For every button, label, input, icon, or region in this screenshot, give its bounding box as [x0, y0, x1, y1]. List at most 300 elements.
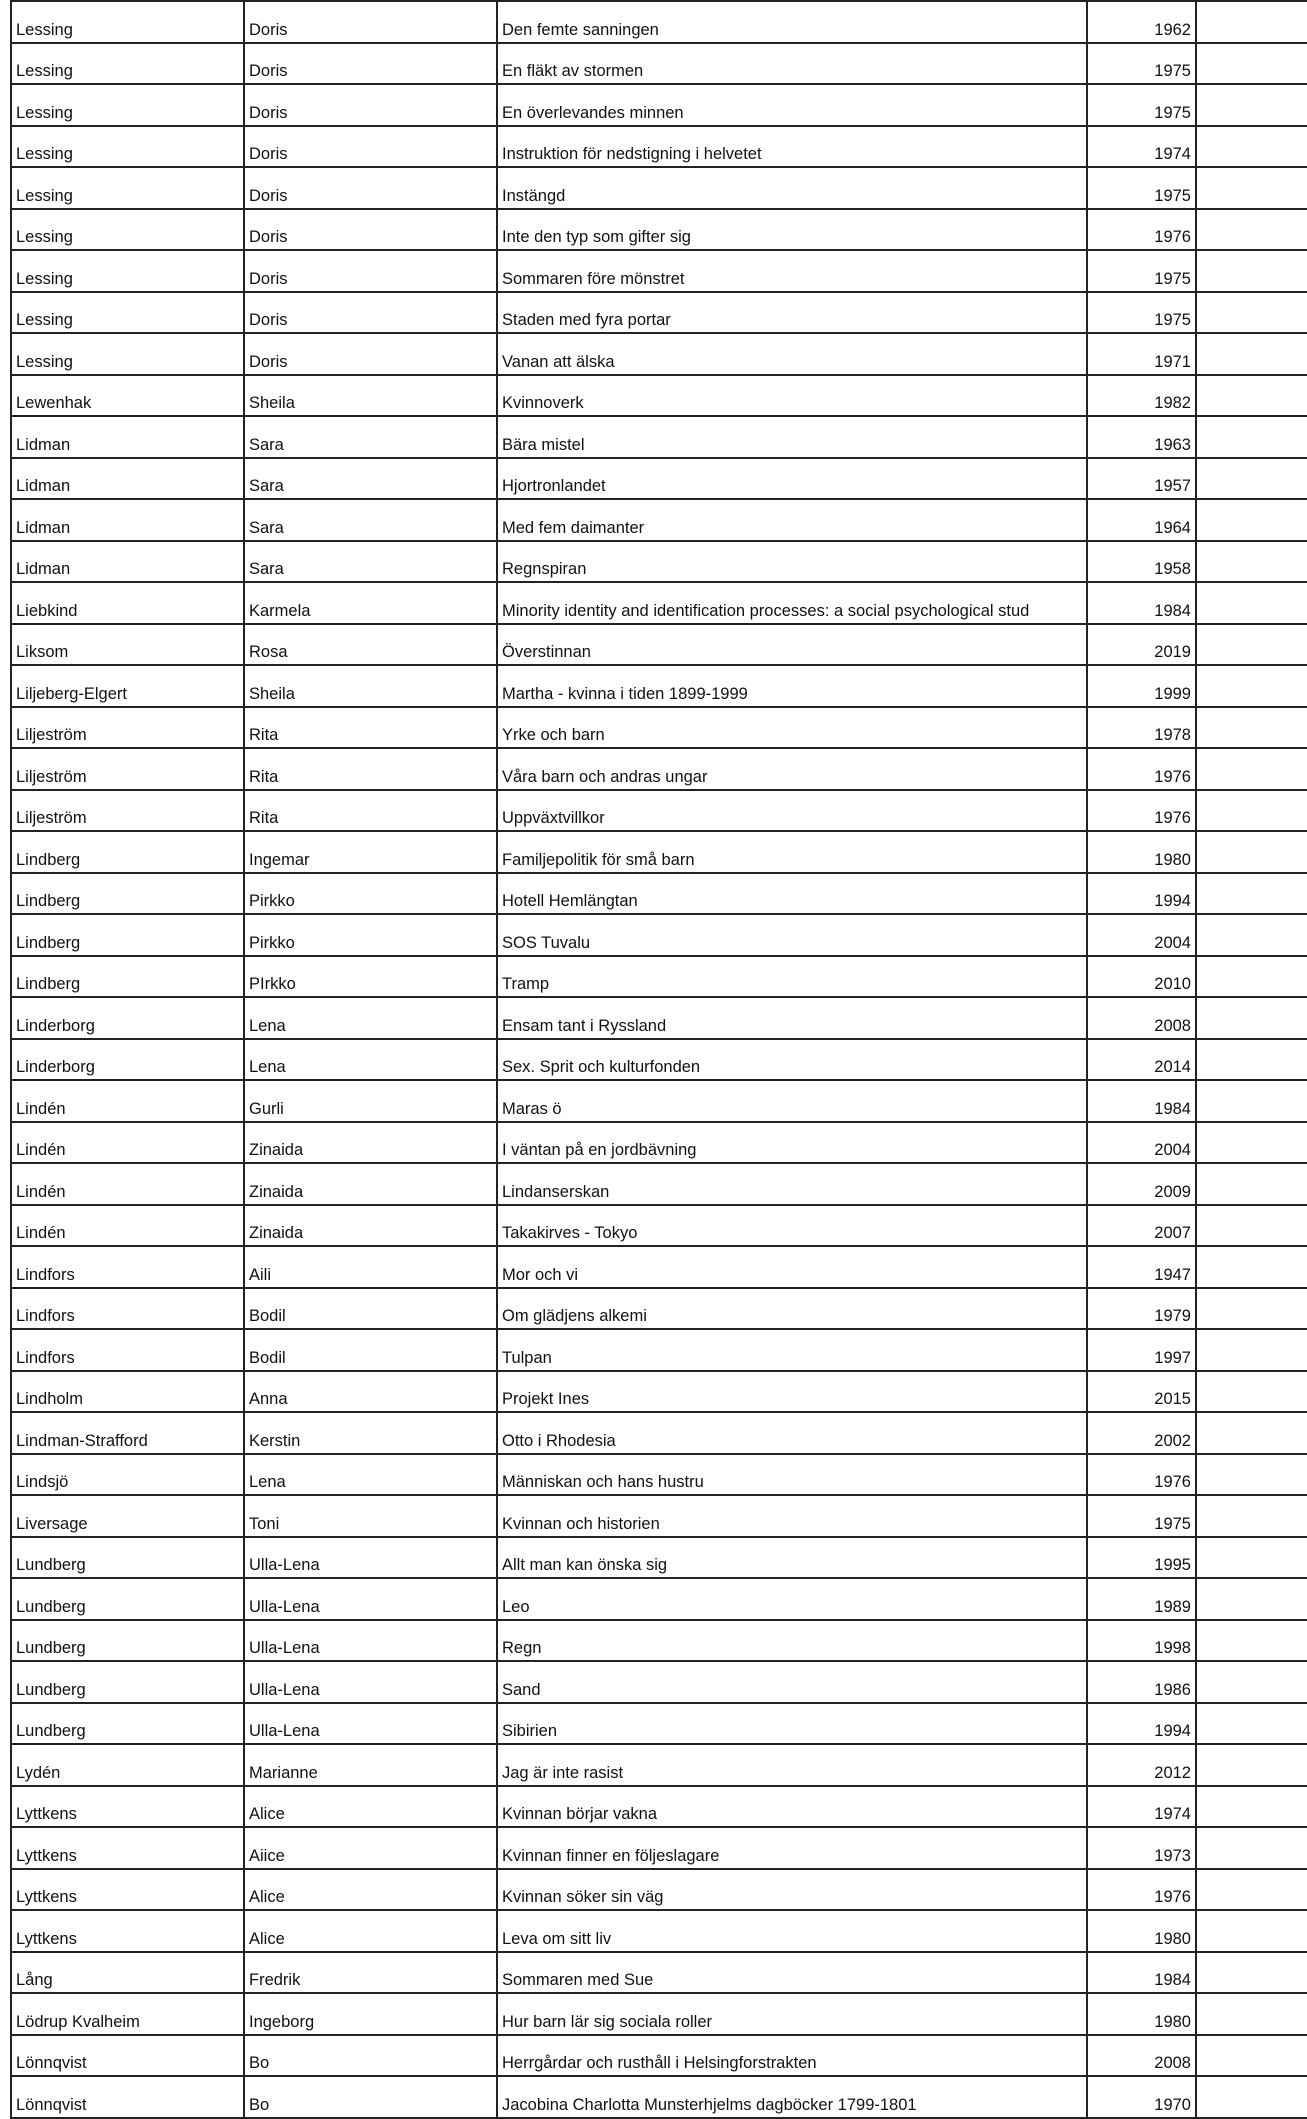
cell-first-name[interactable]: Gurli [244, 1080, 497, 1122]
table-row [11, 1, 1307, 43]
cell-first-name[interactable]: Sheila [244, 375, 497, 417]
cell-empty[interactable] [1196, 541, 1307, 583]
cell-title[interactable]: Kvinnan söker sin väg [497, 1869, 1087, 1911]
table-row [11, 1205, 1307, 1247]
cell-first-name[interactable]: Ulla-Lena [244, 1703, 497, 1745]
cell-title[interactable]: En överlevandes minnen [497, 84, 1087, 126]
table-row [11, 167, 1307, 209]
cell-last-name[interactable]: Lidman [11, 458, 244, 500]
cell-year[interactable]: 1958 [1087, 541, 1196, 583]
cell-year[interactable]: 2019 [1087, 624, 1196, 666]
table-row [11, 1620, 1307, 1662]
cell-year[interactable]: 1994 [1087, 1703, 1196, 1745]
cell-empty[interactable] [1196, 1537, 1307, 1579]
cell-empty[interactable] [1196, 292, 1307, 334]
cell-empty[interactable] [1196, 1661, 1307, 1703]
cell-last-name[interactable]: Lessing [11, 250, 244, 292]
cell-first-name[interactable]: Doris [244, 250, 497, 292]
cell-first-name[interactable]: Bodil [244, 1329, 497, 1371]
table-row [11, 914, 1307, 956]
cell-year[interactable]: 1962 [1087, 1, 1196, 43]
table-row [11, 665, 1307, 707]
cell-first-name[interactable]: Lena [244, 997, 497, 1039]
cell-title[interactable]: Lindanserskan [497, 1163, 1087, 1205]
cell-last-name[interactable]: Lundberg [11, 1537, 244, 1579]
cell-first-name[interactable]: Rita [244, 707, 497, 749]
cell-empty[interactable] [1196, 1495, 1307, 1537]
cell-empty[interactable] [1196, 1080, 1307, 1122]
cell-year[interactable]: 1980 [1087, 831, 1196, 873]
cell-first-name[interactable]: Alice [244, 1910, 497, 1952]
cell-year[interactable]: 2004 [1087, 1122, 1196, 1164]
cell-empty[interactable] [1196, 333, 1307, 375]
cell-empty[interactable] [1196, 956, 1307, 998]
cell-year[interactable]: 2002 [1087, 1412, 1196, 1454]
cell-last-name[interactable]: Lessing [11, 292, 244, 334]
table-row [11, 1661, 1307, 1703]
cell-year[interactable]: 1975 [1087, 43, 1196, 85]
cell-title[interactable]: Allt man kan önska sig [497, 1537, 1087, 1579]
cell-last-name[interactable]: Lundberg [11, 1661, 244, 1703]
cell-last-name[interactable]: Lundberg [11, 1578, 244, 1620]
cell-title[interactable]: Vanan att älska [497, 333, 1087, 375]
cell-last-name[interactable]: Lindfors [11, 1329, 244, 1371]
cell-last-name[interactable]: Lessing [11, 126, 244, 168]
cell-last-name[interactable]: Lessing [11, 84, 244, 126]
cell-first-name[interactable]: Ulla-Lena [244, 1537, 497, 1579]
cell-title[interactable]: Sommaren med Sue [497, 1952, 1087, 1994]
cell-empty[interactable] [1196, 2035, 1307, 2077]
cell-first-name[interactable]: Anna [244, 1371, 497, 1413]
cell-year[interactable]: 2014 [1087, 1039, 1196, 1081]
cell-empty[interactable] [1196, 209, 1307, 251]
cell-empty[interactable] [1196, 997, 1307, 1039]
cell-first-name[interactable]: Lena [244, 1039, 497, 1081]
cell-title[interactable]: Den femte sanningen [497, 1, 1087, 43]
table-row [11, 84, 1307, 126]
cell-title[interactable]: Kvinnan och historien [497, 1495, 1087, 1537]
cell-title[interactable]: En fläkt av stormen [497, 43, 1087, 85]
cell-year[interactable]: 1982 [1087, 375, 1196, 417]
cell-empty[interactable] [1196, 624, 1307, 666]
cell-first-name[interactable]: Pirkko [244, 873, 497, 915]
cell-first-name[interactable]: Rita [244, 748, 497, 790]
cell-first-name[interactable]: Sara [244, 499, 497, 541]
cell-last-name[interactable]: Lyttkens [11, 1869, 244, 1911]
cell-title[interactable]: Familjepolitik för små barn [497, 831, 1087, 873]
table-row [11, 1786, 1307, 1828]
table-row [11, 1080, 1307, 1122]
cell-title[interactable]: Hotell Hemlängtan [497, 873, 1087, 915]
table-row [11, 43, 1307, 85]
table-row [11, 1039, 1307, 1081]
cell-title[interactable]: Överstinnan [497, 624, 1087, 666]
cell-last-name[interactable]: Liljeberg-Elgert [11, 665, 244, 707]
cell-first-name[interactable]: Sara [244, 416, 497, 458]
cell-last-name[interactable]: Lönnqvist [11, 2076, 244, 2118]
cell-year[interactable]: 1976 [1087, 748, 1196, 790]
cell-last-name[interactable]: Lidman [11, 416, 244, 458]
table-row [11, 375, 1307, 417]
cell-last-name[interactable]: Lundberg [11, 1703, 244, 1745]
cell-title[interactable]: Martha - kvinna i tiden 1899-1999 [497, 665, 1087, 707]
cell-first-name[interactable]: Sheila [244, 665, 497, 707]
cell-year[interactable]: 2015 [1087, 1371, 1196, 1413]
cell-title[interactable]: Minority identity and identification processes: a social psychological stud [497, 582, 1087, 624]
cell-year[interactable]: 1995 [1087, 1537, 1196, 1579]
cell-title[interactable]: I väntan på en jordbävning [497, 1122, 1087, 1164]
cell-last-name[interactable]: Lessing [11, 43, 244, 85]
cell-year[interactable]: 1989 [1087, 1578, 1196, 1620]
cell-title[interactable]: Kvinnan finner en följeslagare [497, 1827, 1087, 1869]
cell-empty[interactable] [1196, 1993, 1307, 2035]
cell-title[interactable]: Kvinnoverk [497, 375, 1087, 417]
cell-last-name[interactable]: Liljeström [11, 748, 244, 790]
cell-first-name[interactable]: Doris [244, 1, 497, 43]
cell-year[interactable]: 1974 [1087, 126, 1196, 168]
table-row [11, 1703, 1307, 1745]
cell-year[interactable]: 2008 [1087, 2035, 1196, 2077]
cell-first-name[interactable]: Aiice [244, 1827, 497, 1869]
cell-year[interactable]: 1976 [1087, 1454, 1196, 1496]
cell-empty[interactable] [1196, 1329, 1307, 1371]
cell-last-name[interactable]: Lödrup Kvalheim [11, 1993, 244, 2035]
cell-title[interactable]: Tramp [497, 956, 1087, 998]
cell-title[interactable]: Människan och hans hustru [497, 1454, 1087, 1496]
cell-last-name[interactable]: Linderborg [11, 1039, 244, 1081]
cell-last-name[interactable]: Liljeström [11, 790, 244, 832]
cell-empty[interactable] [1196, 1122, 1307, 1164]
cell-year[interactable]: 1971 [1087, 333, 1196, 375]
cell-first-name[interactable]: Bo [244, 2035, 497, 2077]
table-row [11, 1744, 1307, 1786]
cell-first-name[interactable]: Kerstin [244, 1412, 497, 1454]
cell-first-name[interactable]: Pirkko [244, 914, 497, 956]
cell-first-name[interactable]: Sara [244, 458, 497, 500]
cell-title[interactable]: Sommaren före mönstret [497, 250, 1087, 292]
cell-last-name[interactable]: Lindén [11, 1205, 244, 1247]
table-row [11, 956, 1307, 998]
cell-empty[interactable] [1196, 831, 1307, 873]
cell-last-name[interactable]: Lindfors [11, 1246, 244, 1288]
table-row [11, 1578, 1307, 1620]
cell-year[interactable]: 1997 [1087, 1329, 1196, 1371]
cell-first-name[interactable]: Ulla-Lena [244, 1578, 497, 1620]
cell-title[interactable]: Maras ö [497, 1080, 1087, 1122]
cell-title[interactable]: Instängd [497, 167, 1087, 209]
cell-title[interactable]: Om glädjens alkemi [497, 1288, 1087, 1330]
cell-year[interactable]: 1963 [1087, 416, 1196, 458]
cell-year[interactable]: 1964 [1087, 499, 1196, 541]
cell-title[interactable]: SOS Tuvalu [497, 914, 1087, 956]
cell-empty[interactable] [1196, 1703, 1307, 1745]
cell-title[interactable]: Yrke och barn [497, 707, 1087, 749]
cell-title[interactable]: Bära mistel [497, 416, 1087, 458]
cell-empty[interactable] [1196, 1620, 1307, 1662]
cell-first-name[interactable]: Sara [244, 541, 497, 583]
cell-last-name[interactable]: Lönnqvist [11, 2035, 244, 2077]
cell-first-name[interactable]: Ulla-Lena [244, 1661, 497, 1703]
cell-title[interactable]: Hur barn lär sig sociala roller [497, 1993, 1087, 2035]
spreadsheet-body [11, 1, 1307, 2118]
cell-year[interactable]: 1947 [1087, 1246, 1196, 1288]
cell-empty[interactable] [1196, 43, 1307, 85]
table-row [11, 292, 1307, 334]
cell-first-name[interactable]: Ingeborg [244, 1993, 497, 2035]
cell-year[interactable]: 1975 [1087, 84, 1196, 126]
cell-last-name[interactable]: Lindén [11, 1122, 244, 1164]
cell-first-name[interactable]: Doris [244, 167, 497, 209]
cell-first-name[interactable]: PIrkko [244, 956, 497, 998]
cell-title[interactable]: Regn [497, 1620, 1087, 1662]
cell-last-name[interactable]: Linderborg [11, 997, 244, 1039]
cell-year[interactable]: 1974 [1087, 1786, 1196, 1828]
cell-first-name[interactable]: Aili [244, 1246, 497, 1288]
cell-title[interactable]: Otto i Rhodesia [497, 1412, 1087, 1454]
table-row [11, 2035, 1307, 2077]
cell-year[interactable]: 2009 [1087, 1163, 1196, 1205]
cell-last-name[interactable]: Lyttkens [11, 1827, 244, 1869]
cell-year[interactable]: 1986 [1087, 1661, 1196, 1703]
cell-empty[interactable] [1196, 499, 1307, 541]
cell-last-name[interactable]: Lundberg [11, 1620, 244, 1662]
cell-last-name[interactable]: Liebkind [11, 582, 244, 624]
cell-title[interactable]: Leva om sitt liv [497, 1910, 1087, 1952]
cell-title[interactable]: Sand [497, 1661, 1087, 1703]
cell-title[interactable]: Våra barn och andras ungar [497, 748, 1087, 790]
cell-empty[interactable] [1196, 914, 1307, 956]
cell-last-name[interactable]: Lindman-Strafford [11, 1412, 244, 1454]
cell-last-name[interactable]: Lessing [11, 167, 244, 209]
cell-last-name[interactable]: Liversage [11, 1495, 244, 1537]
cell-last-name[interactable]: Lessing [11, 1, 244, 43]
cell-year[interactable]: 1998 [1087, 1620, 1196, 1662]
cell-title[interactable]: Regnspiran [497, 541, 1087, 583]
cell-year[interactable]: 1957 [1087, 458, 1196, 500]
cell-year[interactable]: 2007 [1087, 1205, 1196, 1247]
table-row [11, 1454, 1307, 1496]
cell-last-name[interactable]: Lyttkens [11, 1786, 244, 1828]
cell-year[interactable]: 1976 [1087, 1869, 1196, 1911]
cell-empty[interactable] [1196, 416, 1307, 458]
cell-empty[interactable] [1196, 1, 1307, 43]
cell-last-name[interactable]: Lessing [11, 209, 244, 251]
cell-title[interactable]: Projekt Ines [497, 1371, 1087, 1413]
cell-empty[interactable] [1196, 2076, 1307, 2118]
cell-title[interactable]: Med fem daimanter [497, 499, 1087, 541]
cell-empty[interactable] [1196, 1246, 1307, 1288]
cell-year[interactable]: 1980 [1087, 1993, 1196, 2035]
cell-first-name[interactable]: Doris [244, 333, 497, 375]
table-row [11, 1993, 1307, 2035]
cell-title[interactable]: Sibirien [497, 1703, 1087, 1745]
cell-empty[interactable] [1196, 458, 1307, 500]
cell-empty[interactable] [1196, 1412, 1307, 1454]
cell-first-name[interactable]: Fredrik [244, 1952, 497, 1994]
cell-first-name[interactable]: Zinaida [244, 1163, 497, 1205]
table-row [11, 541, 1307, 583]
cell-empty[interactable] [1196, 707, 1307, 749]
cell-year[interactable]: 2008 [1087, 997, 1196, 1039]
table-row [11, 1371, 1307, 1413]
cell-last-name[interactable]: Lindholm [11, 1371, 244, 1413]
cell-title[interactable]: Kvinnan börjar vakna [497, 1786, 1087, 1828]
cell-empty[interactable] [1196, 748, 1307, 790]
cell-title[interactable]: Tulpan [497, 1329, 1087, 1371]
cell-year[interactable]: 1980 [1087, 1910, 1196, 1952]
cell-empty[interactable] [1196, 1744, 1307, 1786]
cell-empty[interactable] [1196, 1039, 1307, 1081]
cell-title[interactable]: Sex. Sprit och kulturfonden [497, 1039, 1087, 1081]
cell-title[interactable]: Uppväxtvillkor [497, 790, 1087, 832]
cell-title[interactable]: Hjortronlandet [497, 458, 1087, 500]
cell-empty[interactable] [1196, 1910, 1307, 1952]
cell-empty[interactable] [1196, 1786, 1307, 1828]
cell-year[interactable]: 1975 [1087, 250, 1196, 292]
cell-year[interactable]: 1976 [1087, 209, 1196, 251]
cell-empty[interactable] [1196, 250, 1307, 292]
cell-last-name[interactable]: Lyttkens [11, 1910, 244, 1952]
cell-title[interactable]: Staden med fyra portar [497, 292, 1087, 334]
table-row [11, 1495, 1307, 1537]
cell-last-name[interactable]: Lindén [11, 1080, 244, 1122]
table-row [11, 1412, 1307, 1454]
cell-year[interactable]: 1975 [1087, 292, 1196, 334]
table-row [11, 1537, 1307, 1579]
cell-last-name[interactable]: Lewenhak [11, 375, 244, 417]
cell-year[interactable]: 2004 [1087, 914, 1196, 956]
cell-title[interactable]: Mor och vi [497, 1246, 1087, 1288]
cell-empty[interactable] [1196, 582, 1307, 624]
cell-year[interactable]: 1976 [1087, 790, 1196, 832]
table-row [11, 1122, 1307, 1164]
cell-year[interactable]: 1984 [1087, 582, 1196, 624]
cell-year[interactable]: 1979 [1087, 1288, 1196, 1330]
cell-last-name[interactable]: Liksom [11, 624, 244, 666]
cell-first-name[interactable]: Ulla-Lena [244, 1620, 497, 1662]
cell-empty[interactable] [1196, 375, 1307, 417]
cell-title[interactable]: Inte den typ som gifter sig [497, 209, 1087, 251]
cell-empty[interactable] [1196, 873, 1307, 915]
table-row [11, 624, 1307, 666]
cell-last-name[interactable]: Lidman [11, 541, 244, 583]
cell-empty[interactable] [1196, 126, 1307, 168]
cell-first-name[interactable]: Bo [244, 2076, 497, 2118]
cell-last-name[interactable]: Lindfors [11, 1288, 244, 1330]
table-row [11, 458, 1307, 500]
cell-title[interactable]: Herrgårdar och rusthåll i Helsingforstrakten [497, 2035, 1087, 2077]
cell-empty[interactable] [1196, 84, 1307, 126]
cell-first-name[interactable]: Marianne [244, 1744, 497, 1786]
cell-year[interactable]: 1999 [1087, 665, 1196, 707]
cell-first-name[interactable]: Ingemar [244, 831, 497, 873]
cell-year[interactable]: 1975 [1087, 167, 1196, 209]
cell-empty[interactable] [1196, 1869, 1307, 1911]
cell-last-name[interactable]: Lindén [11, 1163, 244, 1205]
table-row [11, 416, 1307, 458]
cell-last-name[interactable]: Lindberg [11, 914, 244, 956]
cell-last-name[interactable]: Lidman [11, 499, 244, 541]
cell-first-name[interactable]: Doris [244, 292, 497, 334]
cell-last-name[interactable]: Lindberg [11, 956, 244, 998]
cell-last-name[interactable]: Lång [11, 1952, 244, 1994]
spreadsheet-table [10, 0, 1307, 2119]
cell-empty[interactable] [1196, 1952, 1307, 1994]
table-row [11, 2076, 1307, 2118]
cell-empty[interactable] [1196, 1371, 1307, 1413]
table-row [11, 1329, 1307, 1371]
cell-last-name[interactable]: Liljeström [11, 707, 244, 749]
cell-first-name[interactable]: Bodil [244, 1288, 497, 1330]
table-row [11, 1246, 1307, 1288]
cell-last-name[interactable]: Lindberg [11, 831, 244, 873]
cell-title[interactable]: Leo [497, 1578, 1087, 1620]
cell-year[interactable]: 1975 [1087, 1495, 1196, 1537]
cell-first-name[interactable]: Alice [244, 1786, 497, 1828]
table-row [11, 499, 1307, 541]
cell-year[interactable]: 1973 [1087, 1827, 1196, 1869]
cell-first-name[interactable]: Zinaida [244, 1205, 497, 1247]
table-row [11, 790, 1307, 832]
table-row [11, 1952, 1307, 1994]
cell-year[interactable]: 1984 [1087, 1952, 1196, 1994]
table-row [11, 1827, 1307, 1869]
cell-year[interactable]: 2010 [1087, 956, 1196, 998]
cell-first-name[interactable]: Lena [244, 1454, 497, 1496]
table-row [11, 748, 1307, 790]
cell-empty[interactable] [1196, 1288, 1307, 1330]
cell-last-name[interactable]: Lessing [11, 333, 244, 375]
cell-title[interactable]: Jacobina Charlotta Munsterhjelms dagböcker 1799-1801 [497, 2076, 1087, 2118]
cell-title[interactable]: Jag är inte rasist [497, 1744, 1087, 1786]
cell-year[interactable]: 1970 [1087, 2076, 1196, 2118]
cell-empty[interactable] [1196, 1454, 1307, 1496]
cell-first-name[interactable]: Zinaida [244, 1122, 497, 1164]
table-row [11, 250, 1307, 292]
cell-last-name[interactable]: Lindsjö [11, 1454, 244, 1496]
cell-empty[interactable] [1196, 1578, 1307, 1620]
table-row [11, 1910, 1307, 1952]
cell-empty[interactable] [1196, 1205, 1307, 1247]
cell-first-name[interactable]: Doris [244, 209, 497, 251]
cell-year[interactable]: 1978 [1087, 707, 1196, 749]
cell-first-name[interactable]: Doris [244, 126, 497, 168]
cell-last-name[interactable]: Lydén [11, 1744, 244, 1786]
cell-title[interactable]: Takakirves - Tokyo [497, 1205, 1087, 1247]
cell-first-name[interactable]: Alice [244, 1869, 497, 1911]
table-row [11, 209, 1307, 251]
cell-empty[interactable] [1196, 1163, 1307, 1205]
cell-title[interactable]: Instruktion för nedstigning i helvetet [497, 126, 1087, 168]
cell-first-name[interactable]: Rita [244, 790, 497, 832]
cell-first-name[interactable]: Doris [244, 84, 497, 126]
cell-empty[interactable] [1196, 790, 1307, 832]
table-row [11, 333, 1307, 375]
cell-empty[interactable] [1196, 167, 1307, 209]
cell-first-name[interactable]: Toni [244, 1495, 497, 1537]
cell-first-name[interactable]: Doris [244, 43, 497, 85]
cell-first-name[interactable]: Karmela [244, 582, 497, 624]
cell-first-name[interactable]: Rosa [244, 624, 497, 666]
cell-empty[interactable] [1196, 665, 1307, 707]
cell-year[interactable]: 2012 [1087, 1744, 1196, 1786]
cell-year[interactable]: 1984 [1087, 1080, 1196, 1122]
table-row [11, 707, 1307, 749]
cell-last-name[interactable]: Lindberg [11, 873, 244, 915]
cell-empty[interactable] [1196, 1827, 1307, 1869]
cell-title[interactable]: Ensam tant i Ryssland [497, 997, 1087, 1039]
cell-year[interactable]: 1994 [1087, 873, 1196, 915]
